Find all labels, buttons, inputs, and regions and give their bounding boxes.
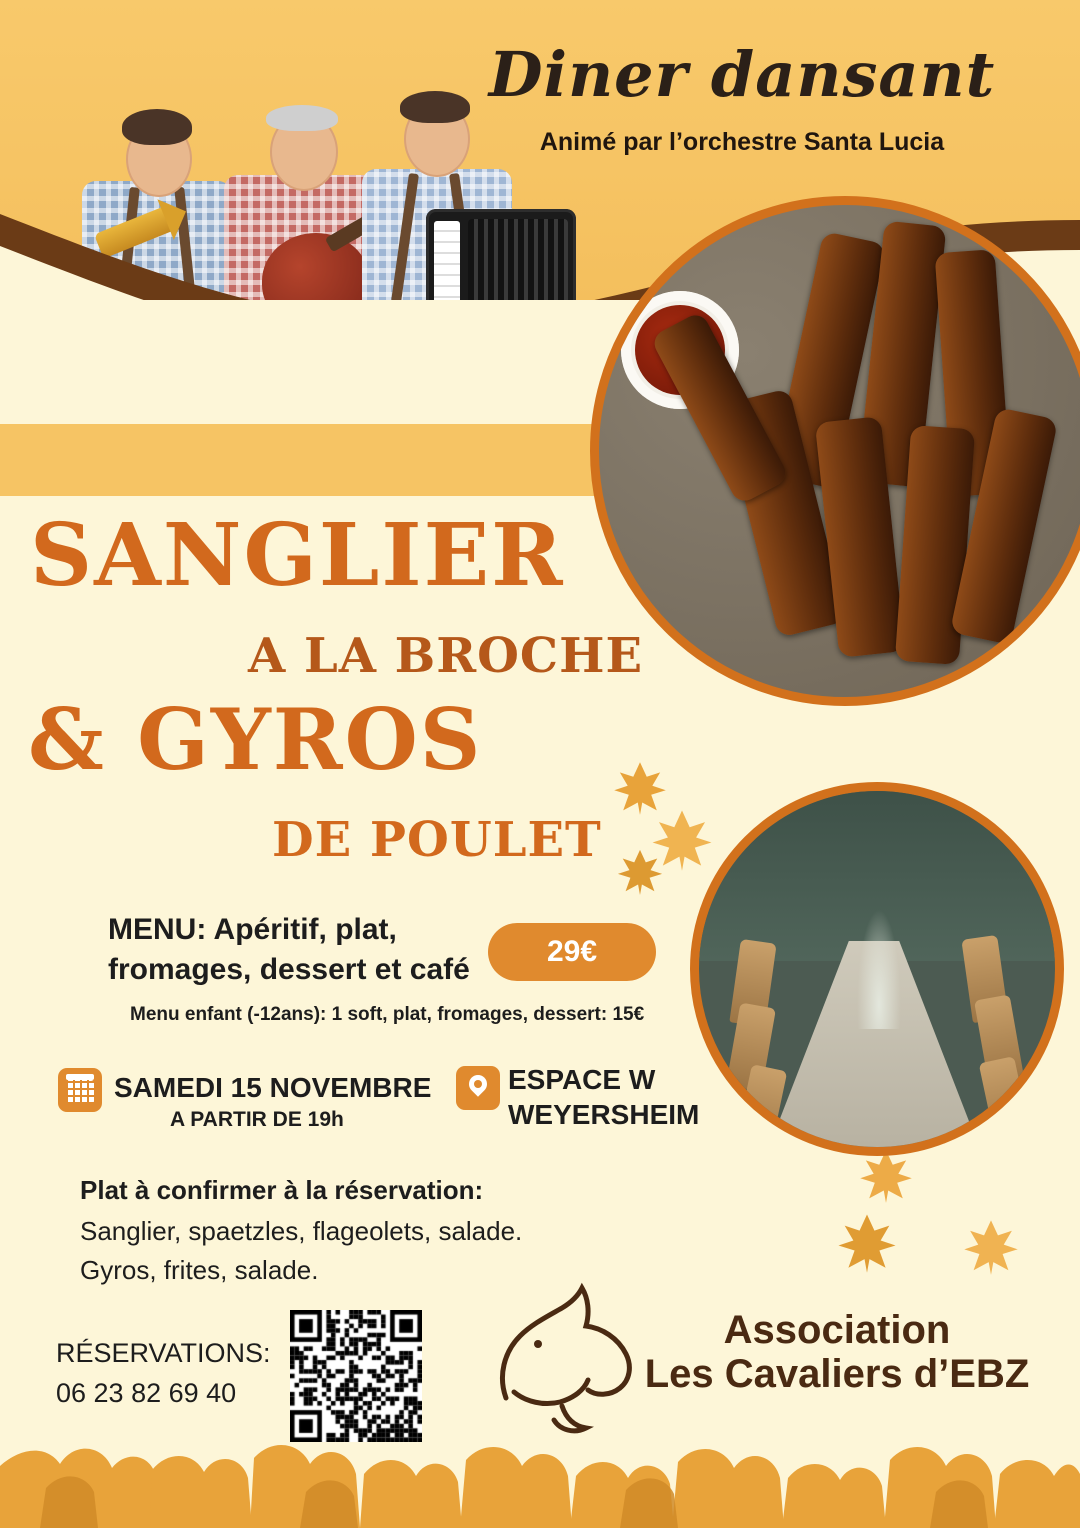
association-name [622, 1308, 1052, 1396]
venue-line2: WEYERSHEIM [508, 1099, 700, 1130]
association-line2: Les Cavaliers d’EBZ [644, 1352, 1030, 1396]
event-time: A PARTIR DE 19h [170, 1108, 344, 1131]
menu-text: MENU: Apéritif, plat, fromages, dessert et café [108, 913, 470, 986]
maple-leaf-icon [858, 1148, 914, 1204]
association-line1: Association [723, 1308, 951, 1352]
title-gyros: & GYROS [28, 690, 483, 789]
child-menu-text: Menu enfant (-12ans): 1 soft, plat, fromages, dessert: 15€ [130, 1004, 645, 1025]
reservations-label: RÉSERVATIONS: [56, 1338, 271, 1368]
dish-option-2: Gyros, frites, salade. [80, 1255, 319, 1285]
ribs-photo [590, 196, 1080, 706]
dishes-title: Plat à confirmer à la réservation: [80, 1175, 484, 1205]
accent-bar [0, 424, 640, 496]
reservations-phone[interactable]: 06 23 82 69 40 [56, 1378, 237, 1408]
dish-option-1: Sanglier, spaetzles, flageolets, salade. [80, 1216, 523, 1246]
maple-leaf-icon [962, 1218, 1020, 1276]
calendar-icon [58, 1068, 102, 1112]
page-subtitle: Animé par l’orchestre Santa Lucia [539, 128, 945, 156]
title-sanglier: SANGLIER [30, 505, 565, 606]
title-broche: A LA BROCHE [248, 628, 644, 684]
maple-leaf-icon [616, 848, 664, 896]
price-badge: 29€ [488, 923, 656, 981]
map-pin-icon [456, 1066, 500, 1110]
tables-photo [690, 782, 1064, 1156]
page-title: Diner dansant [488, 38, 996, 111]
bottom-leaves-border [0, 1408, 1080, 1528]
venue [508, 1062, 699, 1132]
title-poulet: DE POULET [272, 812, 602, 868]
venue-line1: ESPACE W [508, 1064, 656, 1095]
event-date: SAMEDI 15 NOVEMBRE [114, 1072, 432, 1103]
maple-leaf-icon [836, 1212, 898, 1274]
